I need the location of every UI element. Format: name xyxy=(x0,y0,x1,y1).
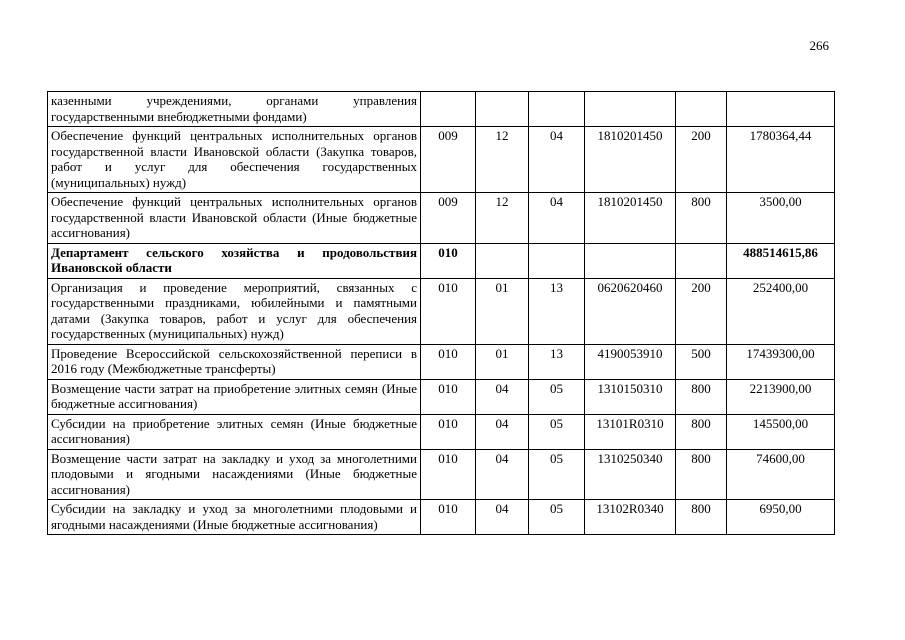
row-name-cell: Обеспечение функций центральных исполнительных органов государственной власти Ивановской области (Закупка товаров, работ и услуг для обеспечения государственных (муниципальных) нужд) xyxy=(48,127,421,193)
row-section-cell: 04 xyxy=(476,414,529,449)
row-expense-type-cell: 800 xyxy=(676,379,727,414)
row-target-cell: 13101R0310 xyxy=(585,414,676,449)
table-row xyxy=(48,379,835,414)
row-expense-type-cell: 200 xyxy=(676,278,727,344)
row-name-cell: Субсидии на закладку и уход за многолетними плодовыми и ягодными насаждениями (Иные бюджетные ассигнования) xyxy=(48,500,421,535)
budget-table xyxy=(47,91,835,535)
department-total-cell: 488514615,86 xyxy=(727,243,835,278)
row-subsection-cell: 13 xyxy=(529,278,585,344)
page-number: 266 xyxy=(809,38,829,53)
row-expense-type-cell: 500 xyxy=(676,344,727,379)
row-amount-cell: 3500,00 xyxy=(727,193,835,244)
row-expense-type-cell: 800 xyxy=(676,500,727,535)
row-expense-type-cell: 800 xyxy=(676,449,727,500)
table-row xyxy=(48,500,835,535)
row-code-cell: 010 xyxy=(421,414,476,449)
row-target-cell: 1310150310 xyxy=(585,379,676,414)
row-subsection-cell: 05 xyxy=(529,414,585,449)
row-name-cell: казенными учреждениями, органами управления государственными внебюджетными фондами) xyxy=(48,92,421,127)
table-row xyxy=(48,278,835,344)
row-code-cell: 010 xyxy=(421,278,476,344)
row-section-cell: 12 xyxy=(476,127,529,193)
row-name-cell: Проведение Всероссийской сельскохозяйственной переписи в 2016 году (Межбюджетные трансферты) xyxy=(48,344,421,379)
row-subsection-cell: 05 xyxy=(529,500,585,535)
row-target-cell: 13102R0340 xyxy=(585,500,676,535)
row-section-cell: 01 xyxy=(476,344,529,379)
row-section-cell: 12 xyxy=(476,193,529,244)
row-code-cell: 010 xyxy=(421,344,476,379)
row-name-cell: Субсидии на приобретение элитных семян (Иные бюджетные ассигнования) xyxy=(48,414,421,449)
row-code-cell: 009 xyxy=(421,127,476,193)
row-target-cell: 4190053910 xyxy=(585,344,676,379)
row-subsection-cell xyxy=(529,243,585,278)
row-name-cell: Организация и проведение мероприятий, связанных с государственными праздниками, юбилейными и памятными датами (Закупка товаров, работ и услуг для обеспечения государственных (муниципальных) нужд) xyxy=(48,278,421,344)
department-name-cell: Департамент сельского хозяйства и продовольствия Ивановской области xyxy=(48,243,421,278)
row-amount-cell: 17439300,00 xyxy=(727,344,835,379)
row-name-cell: Обеспечение функций центральных исполнительных органов государственной власти Ивановской области (Иные бюджетные ассигнования) xyxy=(48,193,421,244)
row-section-cell xyxy=(476,92,529,127)
table-row xyxy=(48,344,835,379)
table-row xyxy=(48,193,835,244)
row-section-cell: 04 xyxy=(476,379,529,414)
row-amount-cell: 2213900,00 xyxy=(727,379,835,414)
row-subsection-cell: 05 xyxy=(529,379,585,414)
row-subsection-cell: 04 xyxy=(529,127,585,193)
row-target-cell xyxy=(585,243,676,278)
department-code-cell: 010 xyxy=(421,243,476,278)
row-code-cell: 010 xyxy=(421,449,476,500)
row-code-cell: 010 xyxy=(421,379,476,414)
row-expense-type-cell xyxy=(676,92,727,127)
row-amount-cell: 145500,00 xyxy=(727,414,835,449)
table-row xyxy=(48,92,835,127)
row-expense-type-cell: 800 xyxy=(676,414,727,449)
row-subsection-cell xyxy=(529,92,585,127)
row-amount-cell: 1780364,44 xyxy=(727,127,835,193)
row-amount-cell: 6950,00 xyxy=(727,500,835,535)
row-name-cell: Возмещение части затрат на приобретение элитных семян (Иные бюджетные ассигнования) xyxy=(48,379,421,414)
row-section-cell: 04 xyxy=(476,449,529,500)
row-code-cell: 010 xyxy=(421,500,476,535)
row-expense-type-cell xyxy=(676,243,727,278)
row-target-cell: 1810201450 xyxy=(585,193,676,244)
row-target-cell xyxy=(585,92,676,127)
row-target-cell: 1310250340 xyxy=(585,449,676,500)
row-expense-type-cell: 800 xyxy=(676,193,727,244)
table-row xyxy=(48,127,835,193)
budget-table-body xyxy=(48,92,835,535)
table-row xyxy=(48,449,835,500)
row-code-cell: 009 xyxy=(421,193,476,244)
row-amount-cell: 252400,00 xyxy=(727,278,835,344)
row-target-cell: 1810201450 xyxy=(585,127,676,193)
department-row xyxy=(48,243,835,278)
table-row xyxy=(48,414,835,449)
row-target-cell: 0620620460 xyxy=(585,278,676,344)
row-subsection-cell: 05 xyxy=(529,449,585,500)
row-subsection-cell: 04 xyxy=(529,193,585,244)
row-expense-type-cell: 200 xyxy=(676,127,727,193)
row-amount-cell xyxy=(727,92,835,127)
row-section-cell: 04 xyxy=(476,500,529,535)
row-amount-cell: 74600,00 xyxy=(727,449,835,500)
row-name-cell: Возмещение части затрат на закладку и уход за многолетними плодовыми и ягодными насаждениями (Иные бюджетные ассигнования) xyxy=(48,449,421,500)
row-code-cell xyxy=(421,92,476,127)
row-subsection-cell: 13 xyxy=(529,344,585,379)
row-section-cell xyxy=(476,243,529,278)
row-section-cell: 01 xyxy=(476,278,529,344)
